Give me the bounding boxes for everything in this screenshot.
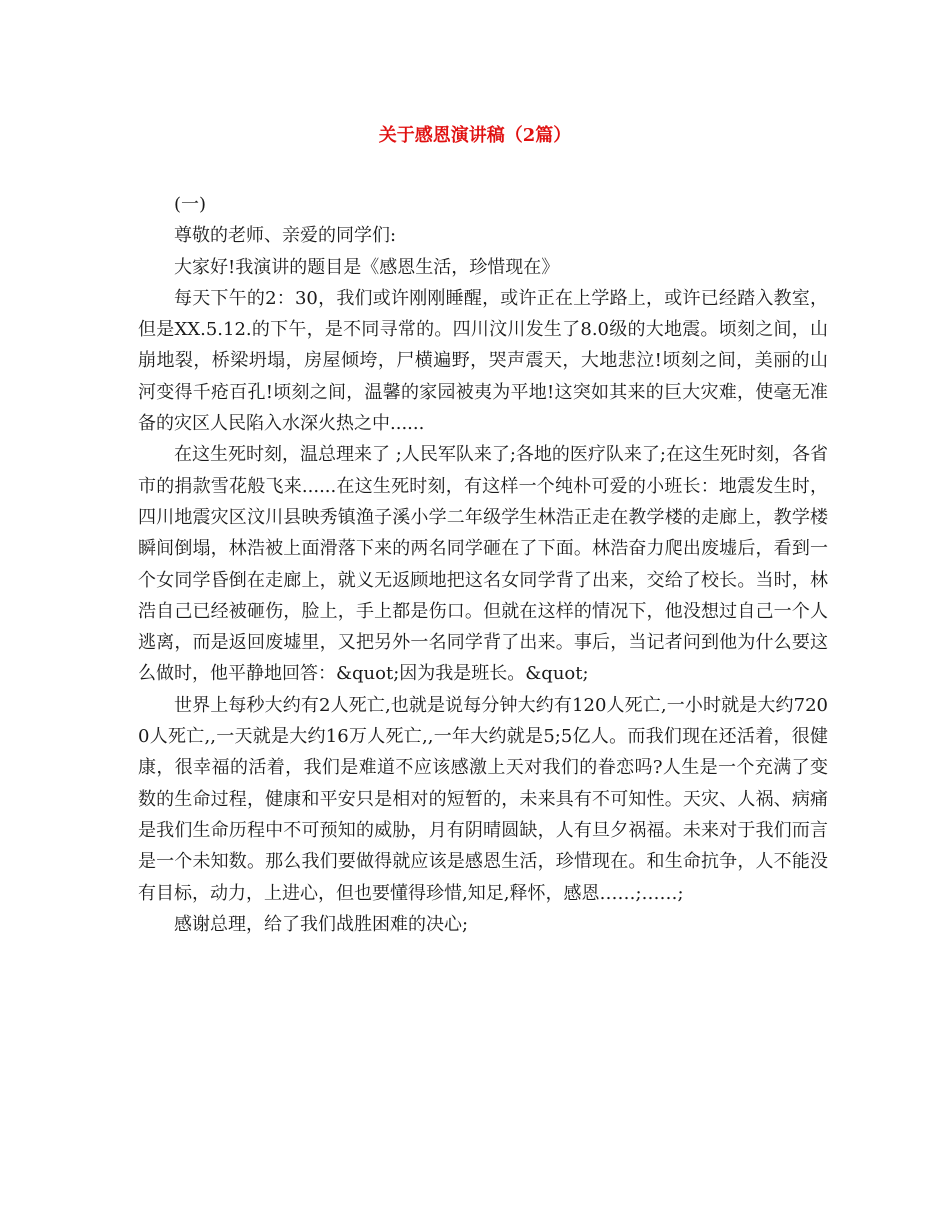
- paragraph-life-reflection: 世界上每秒大约有2人死亡,也就是说每分钟大约有120人死亡,一小时就是大约7200人死亡,,一天就是大约16万人死亡,,一年大约就是5;5亿人。而我们现在还活着，很健康，很幸福的活着，我们是难道不应该感激上天对我们的眷恋吗?人生是一个充满了变数的生命过程，健康和平安只是相对的短暂的，未来具有不可知性。天灾、人祸、病痛是我们生命历程中不可预知的威胁，月有阴晴圆缺，人有旦夕祸福。未来对于我们而言是一个未知数。那么我们要做得就应该是感恩生活，珍惜现在。和生命抗争，人不能没有目标，动力，上进心，但也要懂得珍惜,知足,释怀，感恩……;……;: [138, 694, 828, 904]
- paragraph-section-marker: (一): [174, 194, 207, 215]
- paragraph-greeting: 大家好!我演讲的题目是《感恩生活，珍惜现在》: [174, 256, 560, 278]
- paragraph-salutation: 尊敬的老师、亲爱的同学们:: [174, 225, 397, 247]
- paragraph-lin-hao: 在这生死时刻，温总理来了 ;人民军队来了;各地的医疗队来了;在这生死时刻，各省市的捐款雪花般飞来......在这生死时刻，有这样一个纯朴可爱的小班长：地震发生时，四川地震灾区汶川县映秀镇渔子溪小学二年级学生林浩正走在教学楼的走廊上，教学楼瞬间倒塌，林浩被上面滑落下来的两名同学砸在了下面。林浩奋力爬出废墟后，看到一个女同学昏倒在走廊上，就义无返顾地把这名女同学背了出来，交给了校长。当时，林浩自己已经被砸伤，脸上，手上都是伤口。但就在这样的情况下，他没想过自己一个人逃离，而是返回废墟里，又把另外一名同学背了出来。事后，当记者问到他为什么要这么做时，他平静地回答：&quot;因为我是班长。&quot;: [138, 444, 828, 685]
- document-title: 关于感恩演讲稿（2篇）: [378, 125, 572, 146]
- paragraph-earthquake: 每天下午的2：30，我们或许刚刚睡醒，或许正在上学路上，或许已经踏入教室，但是XX.5.12.的下午，是不同寻常的。四川汶川发生了8.0级的大地震。顷刻之间，山崩地裂，桥梁坍塌，房屋倾垮，尸横遍野，哭声震天，大地悲泣!顷刻之间，美丽的山河变得千疮百孔!顷刻之间，温馨的家园被夷为平地!这突如其来的巨大灾难，使毫无准备的灾区人民陷入水深火热之中......: [138, 287, 828, 435]
- paragraph-thanks: 感谢总理，给了我们战胜困难的决心;: [174, 913, 469, 935]
- document-body: [138, 189, 828, 940]
